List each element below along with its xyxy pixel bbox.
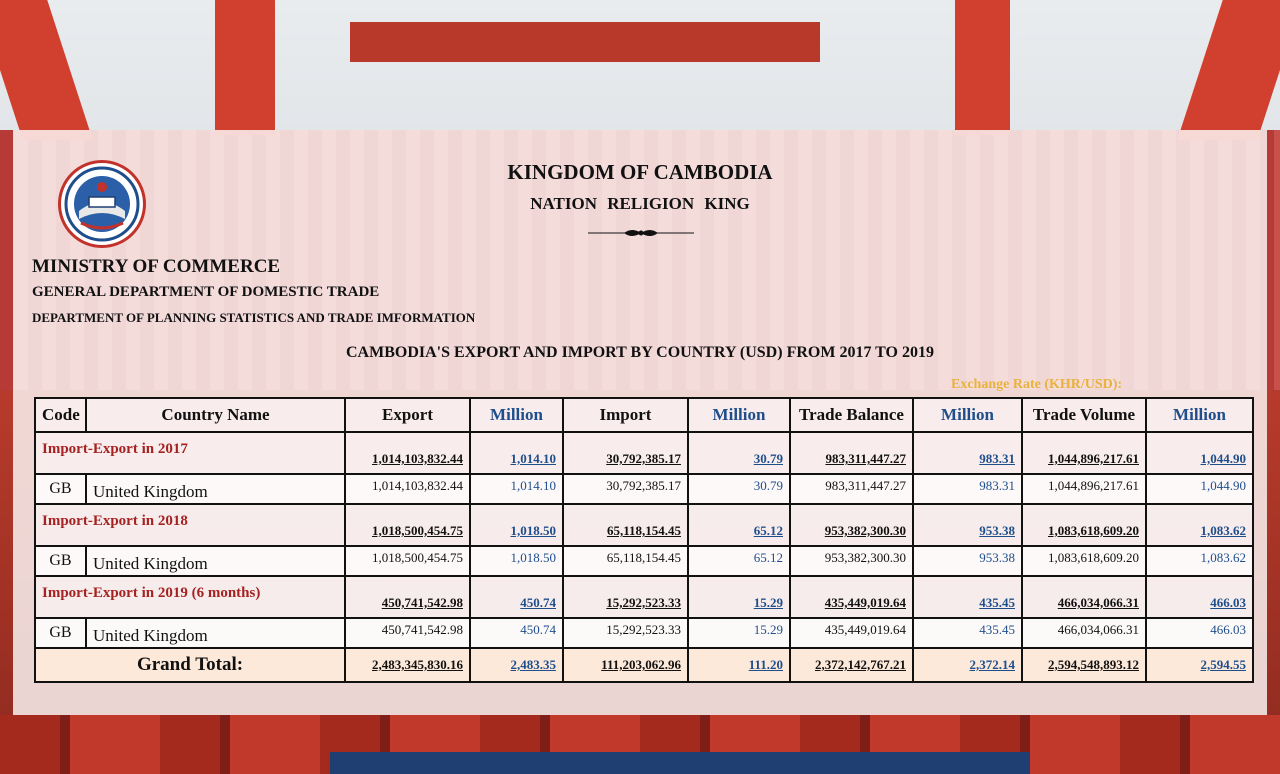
import-million: 30.79 <box>688 474 790 504</box>
import-million: 15.29 <box>688 576 790 618</box>
ornament-divider-icon <box>588 226 694 240</box>
balance-total: 953,382,300.30 <box>790 504 913 546</box>
balance-value: 983,311,447.27 <box>790 474 913 504</box>
balance-value: 435,449,019.64 <box>790 618 913 648</box>
header-balance-million: Million <box>913 398 1022 432</box>
national-motto: NATION RELIGION KING <box>530 194 750 213</box>
report-title: CAMBODIA'S EXPORT AND IMPORT BY COUNTRY (USD) FROM 2017 TO 2019 <box>346 344 934 361</box>
year-label: Import-Export in 2018 <box>35 504 345 546</box>
grand-balance-million: 2,372.14 <box>913 648 1022 682</box>
country-code: GB <box>35 546 86 576</box>
volume-million: 1,083.62 <box>1146 546 1253 576</box>
export-million: 1,018.50 <box>470 504 563 546</box>
balance-million: 435.45 <box>913 618 1022 648</box>
export-million: 1,018.50 <box>470 546 563 576</box>
grand-volume: 2,594,548,893.12 <box>1022 648 1146 682</box>
year-summary-row <box>35 504 1253 546</box>
import-total: 65,118,154.45 <box>563 504 688 546</box>
exchange-rate-label: Exchange Rate (KHR/USD): <box>951 377 1123 392</box>
crane-pillar-right <box>955 0 1010 135</box>
export-value: 1,018,500,454.75 <box>345 546 470 576</box>
grand-total-row <box>35 648 1253 682</box>
country-code: GB <box>35 474 86 504</box>
volume-million: 466.03 <box>1146 618 1253 648</box>
volume-total: 466,034,066.31 <box>1022 576 1146 618</box>
country-name: United Kingdom <box>86 618 345 648</box>
import-million: 65.12 <box>688 546 790 576</box>
header-country: Country Name <box>86 398 345 432</box>
import-total: 15,292,523.33 <box>563 576 688 618</box>
export-million: 450.74 <box>470 576 563 618</box>
table-header-row <box>35 398 1253 432</box>
export-value: 1,014,103,832.44 <box>345 474 470 504</box>
grand-volume-million: 2,594.55 <box>1146 648 1253 682</box>
export-million: 1,014.10 <box>470 432 563 474</box>
header-trade-balance: Trade Balance <box>790 398 913 432</box>
import-total: 30,792,385.17 <box>563 432 688 474</box>
year-label: Import-Export in 2019 (6 months) <box>35 576 345 618</box>
grand-total-label: Grand Total: <box>35 648 345 682</box>
balance-million: 983.31 <box>913 432 1022 474</box>
balance-value: 953,382,300.30 <box>790 546 913 576</box>
volume-total: 1,083,618,609.20 <box>1022 504 1146 546</box>
header-export: Export <box>345 398 470 432</box>
grand-export: 2,483,345,830.16 <box>345 648 470 682</box>
year-summary-row <box>35 432 1253 474</box>
import-value: 65,118,154.45 <box>563 546 688 576</box>
volume-value: 1,044,896,217.61 <box>1022 474 1146 504</box>
table-row <box>35 546 1253 576</box>
balance-million: 953.38 <box>913 546 1022 576</box>
import-value: 15,292,523.33 <box>563 618 688 648</box>
header-volume-million: Million <box>1146 398 1253 432</box>
table-row <box>35 474 1253 504</box>
year-label: Import-Export in 2017 <box>35 432 345 474</box>
balance-total: 983,311,447.27 <box>790 432 913 474</box>
export-total: 1,018,500,454.75 <box>345 504 470 546</box>
country-code: GB <box>35 618 86 648</box>
import-million: 15.29 <box>688 618 790 648</box>
trade-table <box>34 397 1254 683</box>
department-name: DEPARTMENT OF PLANNING STATISTICS AND TRADE IMFORMATION <box>32 310 476 325</box>
volume-total: 1,044,896,217.61 <box>1022 432 1146 474</box>
export-million: 450.74 <box>470 618 563 648</box>
balance-million: 983.31 <box>913 474 1022 504</box>
table-row <box>35 618 1253 648</box>
kingdom-title: KINGDOM OF CAMBODIA <box>507 160 773 184</box>
country-name: United Kingdom <box>86 474 345 504</box>
volume-million: 1,044.90 <box>1146 432 1253 474</box>
crane-pillar-left <box>215 0 275 135</box>
balance-million: 435.45 <box>913 576 1022 618</box>
export-total: 1,014,103,832.44 <box>345 432 470 474</box>
header-export-million: Million <box>470 398 563 432</box>
volume-million: 1,044.90 <box>1146 474 1253 504</box>
volume-value: 1,083,618,609.20 <box>1022 546 1146 576</box>
import-million: 30.79 <box>688 432 790 474</box>
crane-top-frame <box>350 22 820 62</box>
year-summary-row <box>35 576 1253 618</box>
volume-value: 466,034,066.31 <box>1022 618 1146 648</box>
balance-total: 435,449,019.64 <box>790 576 913 618</box>
general-department: GENERAL DEPARTMENT OF DOMESTIC TRADE <box>32 284 380 300</box>
volume-million: 466.03 <box>1146 576 1253 618</box>
export-value: 450,741,542.98 <box>345 618 470 648</box>
import-million: 65.12 <box>688 504 790 546</box>
grand-import-million: 111.20 <box>688 648 790 682</box>
volume-million: 1,083.62 <box>1146 504 1253 546</box>
ministry-logo <box>58 160 146 248</box>
header-trade-volume: Trade Volume <box>1022 398 1146 432</box>
header-import: Import <box>563 398 688 432</box>
grand-import: 111,203,062.96 <box>563 648 688 682</box>
country-name: United Kingdom <box>86 546 345 576</box>
grand-balance: 2,372,142,767.21 <box>790 648 913 682</box>
import-value: 30,792,385.17 <box>563 474 688 504</box>
ministry-name: MINISTRY OF COMMERCE <box>32 256 281 277</box>
ship-blue-base <box>330 752 1030 774</box>
balance-million: 953.38 <box>913 504 1022 546</box>
header-import-million: Million <box>688 398 790 432</box>
export-million: 1,014.10 <box>470 474 563 504</box>
export-total: 450,741,542.98 <box>345 576 470 618</box>
grand-export-million: 2,483.35 <box>470 648 563 682</box>
header-code: Code <box>35 398 86 432</box>
